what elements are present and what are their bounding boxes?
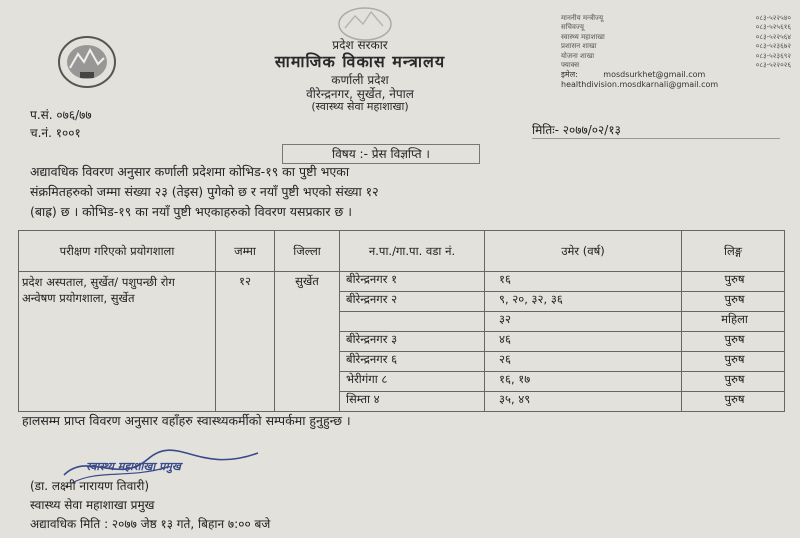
- paragraph-line: संक्रमितहरुको जम्मा संख्या २३ (तेइस) पुगेको छ र नयाँ पुष्टी भएको संख्या १२: [30, 184, 379, 199]
- gender-cell: महिला: [682, 312, 785, 332]
- age-cell: ४६: [485, 331, 682, 351]
- office-address: वीरेन्द्रनगर, सुर्खेत, नेपाल: [306, 87, 414, 101]
- ward-cell: [340, 312, 485, 332]
- table-row: [19, 272, 785, 292]
- ward-cell: बीरेन्द्रनगर १: [340, 272, 485, 292]
- letter-date-text: मितिः- २०७७/०२/१३: [532, 123, 621, 137]
- contact-row: माननीय मन्त्रीज्यू ०८३-५२२५४०: [561, 14, 791, 22]
- gender-cell: पुरुष: [682, 371, 785, 391]
- cases-table: [18, 230, 785, 412]
- age-cell: ९, २०, ३२, ३६: [485, 292, 682, 312]
- table-header-row: [19, 231, 785, 272]
- email-primary: इमेल: mosdsurkhet@gmail.com: [561, 70, 706, 80]
- ward-cell: बीरेन्द्रनगर ३: [340, 331, 485, 351]
- letter-number: प.सं. ०७६/७७: [30, 108, 92, 122]
- age-cell: ३२: [485, 312, 682, 332]
- header-ward: न.पा./गा.पा. वडा नं.: [340, 231, 485, 272]
- contact-row: स्वास्थ्य महाशाखा ०८३-५२२५६४: [561, 32, 791, 41]
- contact-row: सचिवज्यू ०८३-५२५६१६: [561, 23, 791, 32]
- dispatch-number: च.नं. १००१: [30, 126, 81, 140]
- ward-cell: भेरीगंगा ८: [340, 371, 485, 391]
- total-cell: १२: [216, 272, 275, 412]
- age-cell: १६: [485, 272, 682, 292]
- government-line: प्रदेश सरकार: [332, 38, 388, 52]
- division-name: (स्वास्थ्य सेवा महाशाखा): [311, 100, 409, 113]
- gender-cell: पुरुष: [682, 331, 785, 351]
- signatory-name: (डा. लक्ष्मी नारायण तिवारी): [30, 479, 150, 493]
- district-cell: सुर्खेत: [275, 272, 340, 412]
- contact-note: हालसम्म प्राप्त विवरण अनुसार वहाँहरु स्वास्थ्यकर्मीको सम्पर्कमा हुनुहुन्छ ।: [22, 413, 351, 428]
- updated-date: अद्यावधिक मिति : २०७७ जेष्ठ १३ गते, बिहान ७:०० बजे: [30, 517, 271, 531]
- age-cell: ३५, ४९: [485, 391, 682, 411]
- signatory-title: स्वास्थ्य सेवा महाशाखा प्रमुख: [30, 498, 155, 512]
- subject-box: विषय :- प्रेस विज्ञप्ति ।: [282, 144, 480, 164]
- age-cell: २६: [485, 351, 682, 371]
- age-cell: १६, १७: [485, 371, 682, 391]
- date-underline: [532, 138, 780, 139]
- paragraph-line: अद्यावधिक विवरण अनुसार कर्णाली प्रदेशमा कोभिड-१९ का पुष्टी भएका: [30, 164, 350, 179]
- email-secondary: healthdivision.mosdkarnali@gmail.com: [561, 79, 719, 89]
- contact-row: योजना शाखा ०८३-५२३६९२: [561, 51, 791, 60]
- header-age: उमेर (वर्ष): [485, 231, 682, 272]
- ward-cell: बीरेन्द्रनगर २: [340, 292, 485, 312]
- contact-row: प्रशासन शाखा ०८३-५२३६७२: [561, 42, 791, 51]
- nepal-emblem-icon: [56, 34, 118, 90]
- province-name: कर्णाली प्रदेश: [331, 73, 389, 87]
- contact-row: फ्याक्स ०८३-५२२०२६: [561, 61, 791, 70]
- gender-cell: पुरुष: [682, 351, 785, 371]
- body-paragraph: [30, 162, 780, 222]
- header-total: जम्मा: [216, 231, 275, 272]
- header-gender: लिङ्ग: [682, 231, 785, 272]
- ward-cell: बीरेन्द्रनगर ६: [340, 351, 485, 371]
- header-lab: परीक्षण गरिएको प्रयोगशाला: [19, 231, 216, 272]
- gender-cell: पुरुष: [682, 292, 785, 312]
- official-stamp: स्वास्थ्य महाशाखा प्रमुख: [86, 460, 181, 473]
- header-district: जिल्ला: [275, 231, 340, 272]
- gender-cell: पुरुष: [682, 272, 785, 292]
- ward-cell: सिम्ता ४: [340, 391, 485, 411]
- ministry-name: सामाजिक विकास मन्त्रालय: [274, 52, 446, 71]
- letter-date: [532, 121, 621, 138]
- paragraph-line: (बाह्र) छ । कोभिड-१९ का नयाँ पुष्टी भएकाहरुको विवरण यसप्रकार छ ।: [30, 204, 352, 219]
- contact-list: [561, 14, 791, 89]
- lab-cell: प्रदेश अस्पताल, सुर्खेत/ पशुपन्छी रोग अन्वेषण प्रयोगशाला, सुर्खेत: [19, 272, 216, 412]
- gender-cell: पुरुष: [682, 391, 785, 411]
